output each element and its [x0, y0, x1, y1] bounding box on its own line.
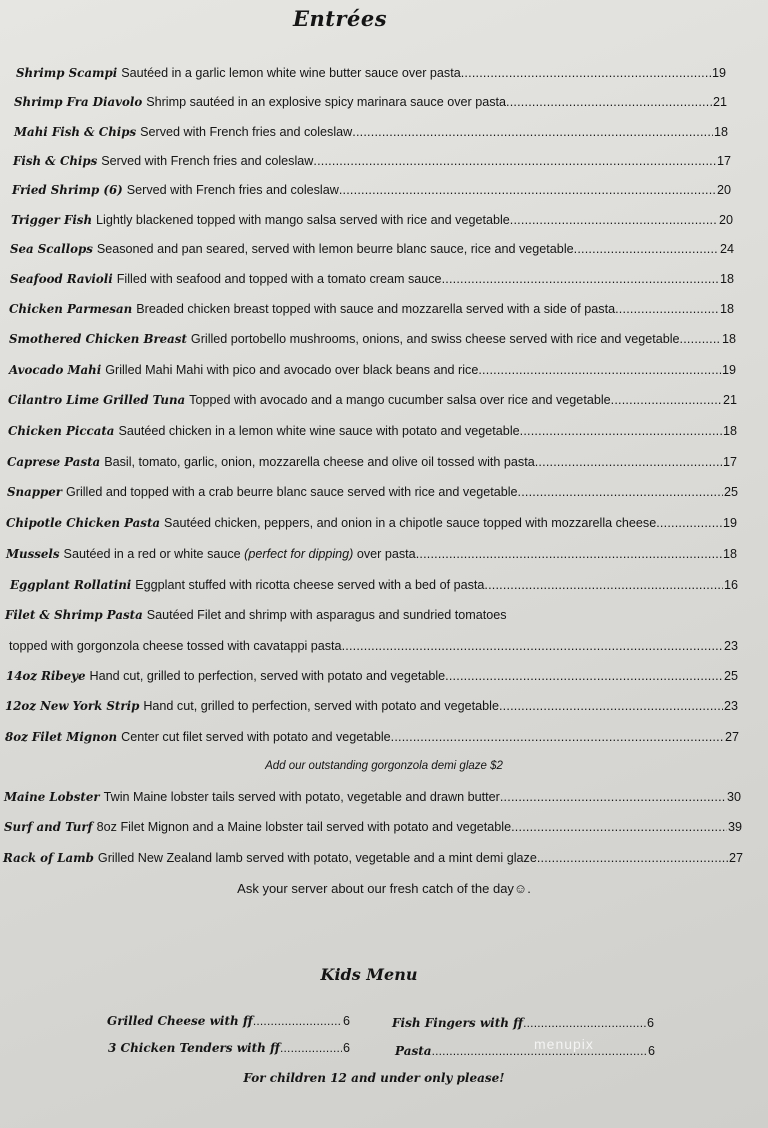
leader-dots — [391, 730, 724, 744]
item-description: Shrimp sautéed in an explosive spicy marinara sauce over pasta — [146, 95, 507, 109]
item-description: Topped with avocado and a mango cucumber salsa over rice and vegetable — [189, 393, 611, 407]
leader-dots — [518, 485, 723, 499]
item-description: Eggplant stuffed with ricotta cheese served with a bed of pasta — [135, 578, 485, 592]
item-price: 25 — [723, 485, 738, 499]
item-name: Fish & Chips — [13, 154, 98, 168]
kids-item-chicken-tenders — [108, 1041, 350, 1059]
menu-item-filet-shrimp-pasta-cont — [9, 639, 738, 657]
item-price: 6 — [342, 1014, 350, 1028]
item-description: Hand cut, grilled to perfection, served with potato and vegetable — [143, 699, 499, 713]
menu-item-filet-mignon — [5, 730, 739, 748]
menu-item-shrimp-scampi — [16, 66, 726, 84]
item-name: Mussels — [6, 547, 60, 561]
leader-dots — [615, 302, 719, 316]
item-price: 20 — [718, 213, 733, 227]
menu-item-new-york-strip — [5, 699, 738, 717]
leader-dots — [352, 125, 713, 139]
item-description: Basil, tomato, garlic, onion, mozzarella cheese and olive oil tossed with pasta — [104, 455, 535, 469]
menu-item-chipotle-chicken-pasta — [6, 516, 737, 534]
menu-item-smothered-chicken-breast — [9, 332, 736, 350]
leader-dots — [313, 154, 716, 168]
item-price: 18 — [722, 424, 737, 438]
demi-glaze-note: Add our outstanding gorgonzola demi glaze $2 — [265, 760, 503, 772]
item-price: 6 — [646, 1016, 654, 1030]
menu-item-fish-chips — [13, 154, 731, 172]
leader-dots — [484, 578, 723, 592]
menu-item-filet-shrimp-pasta — [5, 608, 738, 626]
item-price: 18 — [713, 125, 728, 139]
leader-dots — [574, 242, 719, 256]
item-price: 16 — [723, 578, 738, 592]
menu-item-chicken-parmesan — [9, 302, 734, 320]
menu-item-caprese-pasta — [7, 455, 737, 473]
watermark: menupix — [534, 1036, 594, 1052]
kids-age-note: For children 12 and under only please! — [243, 1071, 505, 1085]
leader-dots — [611, 393, 722, 407]
item-price: 21 — [722, 393, 737, 407]
item-name: Sea Scallops — [10, 242, 93, 256]
item-name: Cilantro Lime Grilled Tuna — [8, 393, 186, 407]
item-price: 20 — [716, 183, 731, 197]
item-name: 8oz Filet Mignon — [5, 730, 118, 744]
leader-dots — [342, 639, 723, 653]
leader-dots — [339, 183, 716, 197]
item-name: Eggplant Rollatini — [10, 578, 132, 592]
leader-dots — [535, 455, 722, 469]
item-description: Sautéed Filet and shrimp with asparagus and sundried tomatoes — [146, 608, 507, 622]
item-description: Sautéed chicken, peppers, and onion in a chipotle sauce topped with mozzarella cheese — [164, 516, 657, 530]
kids-menu-title: Kids Menu — [320, 965, 418, 984]
item-price: 19 — [711, 66, 726, 80]
leader-dots — [510, 213, 718, 227]
menu-item-chicken-piccata — [8, 424, 737, 442]
item-name: Chicken Piccata — [8, 424, 115, 438]
leader-dots — [523, 1016, 646, 1030]
item-price: 6 — [342, 1041, 350, 1055]
menu-item-cilantro-lime-grilled-tuna — [8, 393, 737, 411]
item-description: 8oz Filet Mignon and a Maine lobster tail served with potato and vegetable — [96, 820, 512, 834]
item-price: 24 — [719, 242, 734, 256]
leader-dots — [680, 332, 721, 346]
item-price: 19 — [721, 363, 736, 377]
item-name: Maine Lobster — [4, 790, 100, 804]
item-name: Grilled Cheese with ff — [107, 1014, 253, 1028]
item-name: Snapper — [7, 485, 62, 499]
item-price: 39 — [727, 820, 742, 834]
item-name: Mahi Fish & Chips — [14, 125, 137, 139]
item-description: Filled with seafood and topped with a tomato cream sauce — [116, 272, 442, 286]
item-price: 19 — [722, 516, 737, 530]
item-description: Grilled and topped with a crab beurre blanc sauce served with rice and vegetable — [65, 485, 518, 499]
item-price: 30 — [726, 790, 741, 804]
leader-dots — [520, 424, 722, 438]
menu-item-maine-lobster — [4, 790, 741, 808]
item-description: Served with French fries and coleslaw — [140, 125, 353, 139]
menu-item-sea-scallops — [10, 242, 734, 260]
leader-dots — [499, 699, 723, 713]
item-price: 18 — [721, 332, 736, 346]
item-price: 27 — [724, 730, 739, 744]
menu-item-ribeye — [6, 669, 738, 687]
item-name: Chicken Parmesan — [9, 302, 133, 316]
leader-dots — [478, 363, 721, 377]
leader-dots — [280, 1041, 342, 1055]
leader-dots — [511, 820, 727, 834]
item-description: Lightly blackened topped with mango salsa served with rice and vegetable — [96, 213, 510, 227]
item-description: Served with French fries and coleslaw — [101, 154, 314, 168]
item-description: Hand cut, grilled to perfection, served with potato and vegetable — [89, 669, 446, 683]
item-name: Surf and Turf — [4, 820, 93, 834]
item-name: Avocado Mahi — [9, 363, 102, 377]
item-price: 18 — [722, 547, 737, 561]
menu-item-snapper — [7, 485, 738, 503]
leader-dots — [506, 95, 712, 109]
item-description: Twin Maine lobster tails served with potato, vegetable and drawn butter — [103, 790, 500, 804]
item-description-line2: topped with gorgonzola cheese tossed with cavatappi pasta — [9, 639, 342, 653]
leader-dots — [537, 851, 728, 865]
leader-dots — [253, 1014, 342, 1028]
menu-item-shrimp-fra-diavolo — [14, 95, 727, 113]
item-name: Shrimp Fra Diavolo — [14, 95, 143, 109]
item-name: Pasta — [395, 1044, 432, 1058]
item-name: Caprese Pasta — [7, 455, 101, 469]
item-description: Breaded chicken breast topped with sauce and mozzarella served with a side of pasta — [136, 302, 616, 316]
menu-item-seafood-ravioli — [10, 272, 734, 290]
item-description: Grilled portobello mushrooms, onions, and swiss cheese served with rice and vegetable — [190, 332, 680, 346]
item-price: 6 — [647, 1044, 655, 1058]
menu-item-avocado-mahi — [9, 363, 736, 381]
item-price: 17 — [716, 154, 731, 168]
kids-item-grilled-cheese — [107, 1014, 350, 1032]
leader-dots — [416, 547, 722, 561]
item-description: Seasoned and pan seared, served with lemon beurre blanc sauce, rice and vegetable — [96, 242, 574, 256]
item-name: Smothered Chicken Breast — [9, 332, 187, 346]
item-price: 18 — [719, 302, 734, 316]
item-name: Fried Shrimp (6) — [12, 183, 123, 197]
item-name: Trigger Fish — [11, 213, 93, 227]
item-description: Served with French fries and coleslaw — [126, 183, 339, 197]
kids-item-fish-fingers — [392, 1016, 654, 1034]
leader-dots — [500, 790, 726, 804]
item-name: 14oz Ribeye — [6, 669, 86, 683]
fresh-catch-note: Ask your server about our fresh catch of the day☺. — [237, 881, 531, 896]
item-name: 3 Chicken Tenders with ff — [108, 1041, 280, 1055]
menu-item-eggplant-rollatini — [10, 578, 738, 596]
item-description: Grilled New Zealand lamb served with potato, vegetable and a mint demi glaze — [97, 851, 537, 865]
item-price: 17 — [722, 455, 737, 469]
page-title: Entrées — [292, 6, 388, 31]
item-name: Shrimp Scampi — [16, 66, 118, 80]
leader-dots — [656, 516, 722, 530]
item-name: 12oz New York Strip — [5, 699, 140, 713]
item-description: Center cut filet served with potato and vegetable — [121, 730, 391, 744]
menu-item-trigger-fish — [11, 213, 733, 231]
menu-item-fried-shrimp — [12, 183, 731, 201]
menu-item-mussels — [6, 547, 737, 565]
item-price: 23 — [723, 699, 738, 713]
item-name: Fish Fingers with ff — [392, 1016, 524, 1030]
leader-dots — [461, 66, 711, 80]
item-description: Sautéed chicken in a lemon white wine sauce with potato and vegetable — [118, 424, 520, 438]
item-name: Seafood Ravioli — [10, 272, 113, 286]
item-description: Grilled Mahi Mahi with pico and avocado over black beans and rice — [105, 363, 479, 377]
item-description: Sautéed in a garlic lemon white wine butter sauce over pasta — [121, 66, 461, 80]
item-price: 27 — [728, 851, 743, 865]
item-name: Chipotle Chicken Pasta — [6, 516, 161, 530]
item-price: 25 — [723, 669, 738, 683]
menu-item-mahi-fish-chips — [14, 125, 728, 143]
menu-item-surf-and-turf — [4, 820, 742, 838]
item-price: 23 — [723, 639, 738, 653]
item-price: 18 — [719, 272, 734, 286]
menu-item-rack-of-lamb — [3, 851, 743, 869]
leader-dots — [442, 272, 719, 286]
item-description: Sautéed in a red or white sauce (perfect for dipping) over pasta — [63, 547, 416, 561]
kids-item-pasta — [395, 1044, 655, 1062]
leader-dots — [445, 669, 723, 683]
item-name: Rack of Lamb — [3, 851, 94, 865]
item-price: 21 — [712, 95, 727, 109]
item-name: Filet & Shrimp Pasta — [5, 608, 143, 622]
